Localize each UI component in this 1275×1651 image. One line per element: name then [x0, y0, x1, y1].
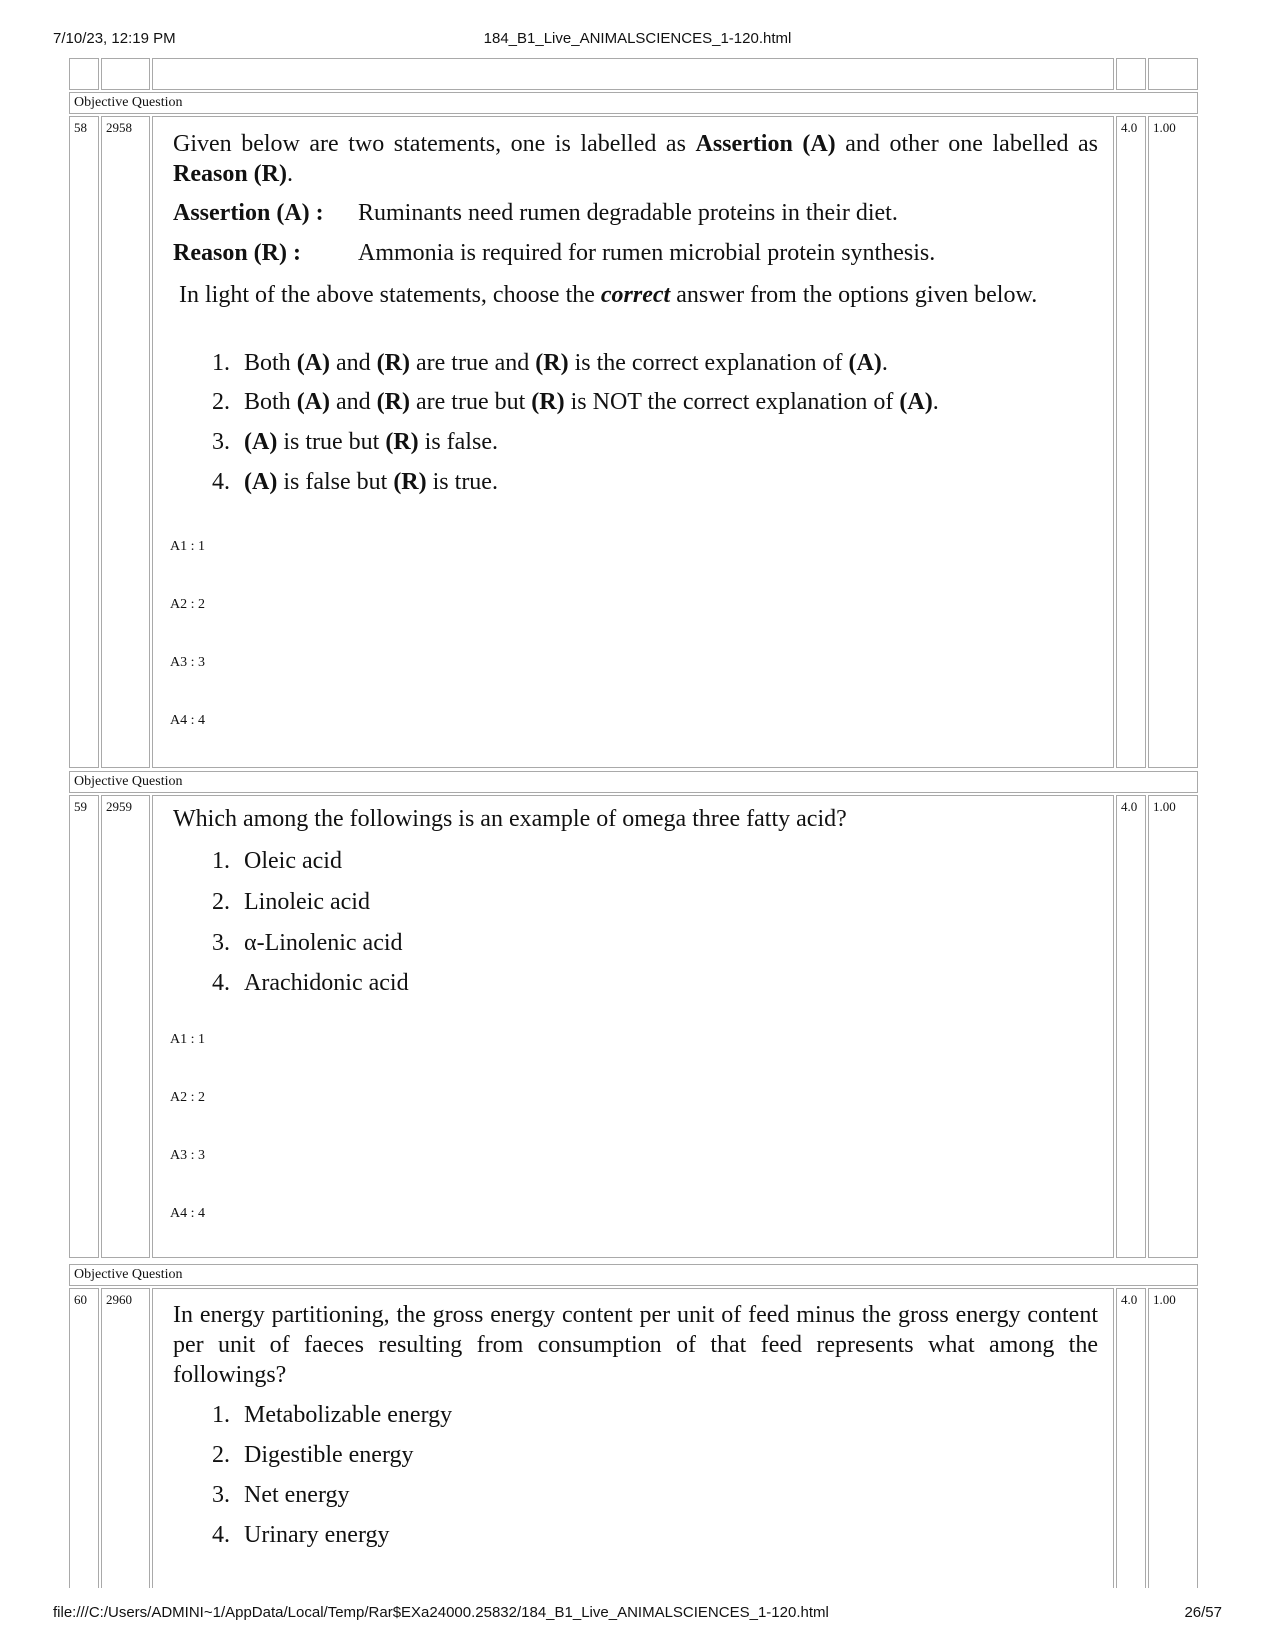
answer-key: A4 : 4 [170, 713, 205, 728]
assertion-statement [173, 200, 898, 227]
question-number: 60 [69, 1288, 99, 1588]
prev-row-cell [152, 58, 1114, 90]
option-item: 2. Both (A) and (R) are true but (R) is NOT the correct explanation of (A). [212, 389, 939, 415]
answer-key: A1 : 1 [170, 1032, 205, 1047]
option-item: 2. Digestible energy [212, 1442, 414, 1468]
question-text: Given below are two statements, one is labelled as Assertion (A) and other one labelled as Reason (R). [173, 131, 1099, 187]
question-text: In energy partitioning, the gross energy content per unit of feed minus the gross energy content per unit of faeces resulting from consumption of that feed represents what among the followings? [173, 1302, 1098, 1388]
prev-row-cell [1148, 58, 1198, 90]
section-label: Objective Question [74, 1267, 183, 1282]
answer-key: A4 : 4 [170, 1206, 205, 1221]
answer-key: A2 : 2 [170, 1090, 205, 1105]
prev-row-cell [101, 58, 150, 90]
answer-key: A1 : 1 [170, 539, 205, 554]
section-label-row [69, 92, 1198, 114]
reason-text: Ammonia is required for rumen microbial protein synthesis. [358, 240, 936, 266]
section-label: Objective Question [74, 774, 183, 789]
instruction-text: In light of the above statements, choose the correct answer from the options given below. [179, 282, 1038, 308]
option-item: 4. Arachidonic acid [212, 970, 409, 996]
section-label-row [69, 771, 1198, 793]
question-marks: 4.0 [1116, 116, 1146, 768]
question-marks: 4.0 [1116, 795, 1146, 1258]
print-page-number: 26/57 [1184, 1604, 1222, 1621]
assertion-label: Assertion (A) : [173, 200, 324, 226]
reason-label: Reason (R) : [173, 240, 301, 266]
question-marks: 4.0 [1116, 1288, 1146, 1588]
print-datetime: 7/10/23, 12:19 PM [53, 30, 176, 47]
prev-row-cell [69, 58, 99, 90]
option-item: 2. Linoleic acid [212, 889, 370, 915]
question-id: 2958 [101, 116, 150, 768]
question-id: 2959 [101, 795, 150, 1258]
section-label: Objective Question [74, 95, 183, 110]
answer-key: A3 : 3 [170, 1148, 205, 1163]
option-item: 4. Urinary energy [212, 1522, 390, 1548]
option-item: 3. α-Linolenic acid [212, 930, 403, 956]
question-negative-marks: 1.00 [1148, 116, 1198, 768]
answer-key: A2 : 2 [170, 597, 205, 612]
question-text: Which among the followings is an example of omega three fatty acid? [173, 806, 847, 832]
print-title: 184_B1_Live_ANIMALSCIENCES_1-120.html [483, 30, 792, 47]
assertion-text: Ruminants need rumen degradable proteins in their diet. [358, 200, 898, 226]
question-id: 2960 [101, 1288, 150, 1588]
question-negative-marks: 1.00 [1148, 795, 1198, 1258]
reason-statement [173, 240, 935, 267]
print-file-path: file:///C:/Users/ADMINI~1/AppData/Local/Temp/Rar$EXa24000.25832/184_B1_Live_ANIMALSCIENCES_1-120.html [53, 1604, 829, 1621]
option-item: 1. Both (A) and (R) are true and (R) is the correct explanation of (A). [212, 350, 888, 376]
section-label-row [69, 1264, 1198, 1286]
prev-row-cell [1116, 58, 1146, 90]
question-number: 58 [69, 116, 99, 768]
option-item: 1. Metabolizable energy [212, 1402, 453, 1428]
option-item: 3. Net energy [212, 1482, 350, 1508]
answer-key: A3 : 3 [170, 655, 205, 670]
question-number: 59 [69, 795, 99, 1258]
option-item: 1. Oleic acid [212, 848, 342, 874]
option-item: 4. (A) is false but (R) is true. [212, 469, 498, 495]
question-negative-marks: 1.00 [1148, 1288, 1198, 1588]
option-item: 3. (A) is true but (R) is false. [212, 429, 498, 455]
